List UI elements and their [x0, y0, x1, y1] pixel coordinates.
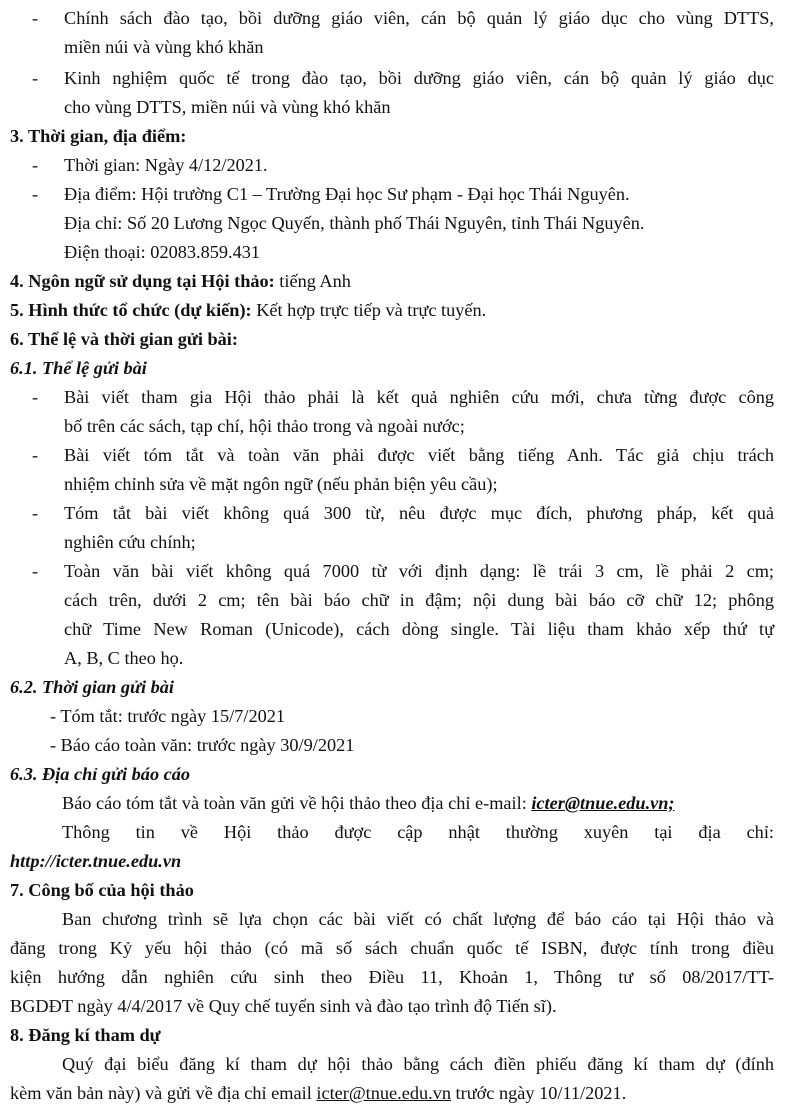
- website-link[interactable]: http://icter.tnue.edu.vn: [10, 851, 182, 871]
- rule-item: - Toàn văn bài viết không quá 7000 từ với định dạng: lề trái 3 cm, lề phải 2 cm; cách trên, dưới 2 cm; tên bài báo chữ in đậm; nội dung bài báo cỡ chữ 12; phông chữ Time New Roman (Unicode), cách dòng single. Tài liệu tham khảo xếp thứ tự A, B, C theo họ.: [32, 561, 774, 668]
- rule-item: - Bài viết tham gia Hội thảo phải là kết quả nghiên cứu mới, chưa từng được công bố trên các sách, tạp chí, hội thảo trong và ngoài nước;: [32, 387, 774, 436]
- rule-item: - Bài viết tóm tắt và toàn văn phải được viết bằng tiếng Anh. Tác giả chịu trách nhiệm chỉnh sửa về mặt ngôn ngữ (nếu phản biện yêu cầu);: [32, 445, 774, 494]
- section-4: 4. Ngôn ngữ sử dụng tại Hội thảo: tiếng Anh: [10, 271, 351, 291]
- info-text: Thông tin về Hội thảo được cập nhật thường xuyên tại địa chỉ:: [62, 822, 774, 842]
- section-6-heading: 6. Thể lệ và thời gian gửi bài:: [10, 329, 238, 349]
- section-6-3-heading: 6.3. Địa chỉ gửi báo cáo: [10, 764, 191, 784]
- phone: Điện thoại: 02083.859.431: [64, 242, 260, 262]
- section-8-heading: 8. Đăng kí tham dự: [10, 1025, 161, 1045]
- list-item: - Chính sách đào tạo, bồi dưỡng giáo viên, cán bộ quản lý giáo dục cho vùng DTTS, miền núi và vùng khó khăn: [32, 8, 774, 57]
- list-item: - Kinh nghiệm quốc tế trong đào tạo, bồi dưỡng giáo viên, cán bộ quản lý giáo dục cho vùng DTTS, miền núi và vùng khó khăn: [32, 68, 774, 117]
- place-item: - Địa điểm: Hội trường C1 – Trường Đại học Sư phạm - Đại học Thái Nguyên. Địa chỉ: Số 20 Lương Ngọc Quyến, thành phố Thái Nguyên, tỉnh Thái Nguyên. Điện thoại: 02083.859.431: [10, 180, 774, 267]
- section-6-1-heading: 6.1. Thể lệ gửi bài: [10, 358, 147, 378]
- section-6-2-heading: 6.2. Thời gian gửi bài: [10, 677, 174, 697]
- section-3-heading: 3. Thời gian, địa điểm:: [10, 126, 187, 146]
- section-5: 5. Hình thức tổ chức (dự kiến): Kết hợp trực tiếp và trực tuyến.: [10, 300, 487, 320]
- address: Địa chỉ: Số 20 Lương Ngọc Quyến, thành phố Thái Nguyên, tỉnh Thái Nguyên.: [64, 213, 645, 233]
- section-7-heading: 7. Công bố của hội thảo: [10, 880, 194, 900]
- time-item: - Thời gian: Ngày 4/12/2021.: [32, 155, 268, 175]
- email-link[interactable]: icter@tnue.edu.vn;: [531, 793, 675, 813]
- send-address: Báo cáo tóm tắt và toàn văn gửi về hội thảo theo địa chỉ e-mail: icter@tnue.edu.vn;: [62, 793, 675, 813]
- fullpaper-deadline: - Báo cáo toàn văn: trước ngày 30/9/2021: [50, 735, 355, 755]
- document-page: - Chính sách đào tạo, bồi dưỡng giáo viên, cán bộ quản lý giáo dục cho vùng DTTS, miền núi và vùng khó khăn - Kinh nghiệm quốc tế trong đào tạo, bồi dưỡng giáo viên, cán bộ quản lý giáo dục cho vùng DTTS, miền núi và vùng khó khăn 3. Thời gian, địa điểm: - Thời gian: Ngày 4/12/2021. - Địa điểm: Hội trường C1 – Trường Đại học Sư phạm - Đại học Thái Nguyên. Địa chỉ: Số 20 Lương Ngọc Quyến, thành phố Thái Nguyên, tỉnh Thái Nguyên. Điện thoại: 02083.859.431 4. Ngôn ngữ sử dụng tại Hội thảo: tiếng Anh 5. Hình thức tổ chức (dự kiến): Kết hợp trực tiếp và trực tuyến. 6. Thể lệ và thời gian gửi bài: 6.1. Thể lệ gửi bài - Bài viết tham gia Hội thảo phải là kết quả nghiên cứu mới, chưa từng được công bố trên các sách, tạp chí, hội thảo trong và ngoài nước; - Bài viết tóm tắt và toàn văn phải được viết bằng tiếng Anh. Tác giả chịu trách nhiệm chỉnh sửa về mặt ngôn ngữ (nếu phản biện yêu cầu); - Tóm tắt bài viết không quá 300 từ, nêu được mục đích, phương pháp, kết quả nghiên cứu chính; - Toàn văn bài viết không quá 7000 từ với định dạng: lề trái 3 cm, lề phải 2 cm; cách trên, dưới 2 cm; tên bài báo chữ in đậm; nội dung bài báo cỡ chữ 12; phông chữ Time New Roman (Unicode), cách dòng single. Tài liệu tham khảo xếp thứ tự A, B, C theo họ. 6.2. Thời gian gửi bài - Tóm tắt: trước ngày 15/7/2021 - Báo cáo toàn văn: trước ngày 30/9/2021 6.3. Địa chỉ gửi báo cáo Báo cáo tóm tắt và toàn văn gửi về hội thảo theo địa chỉ e-mail: icter@tnue.edu.vn; Thông tin về Hội thảo được cập nhật thường xuyên tại địa chỉ: http://icter.tnue.edu.vn 7. Công bố của hội thảo Ban chương trình sẽ lựa chọn các bài viết có chất lượng để báo cáo tại Hội thảo và đăng trong Kỷ yếu hội thảo (có mã số sách chuẩn quốc tế ISBN, được tính trong điều kiện hướng dẫn nghiên cứu sinh theo Điều 11, Khoản 1, Thông tư số 08/2017/TT- BGDĐT ngày 4/4/2017 về Quy chế tuyển sinh và đào tạo trình độ Tiến sĩ). 8. Đăng kí tham dự Quý đại biểu đăng kí tham dự hội thảo bằng cách điền phiếu đăng kí tham dự (đính kèm văn bản này) và gửi về địa chỉ email icter@tnue.edu.vn trước ngày 10/11/2021.: [0, 0, 800, 1103]
- abstract-deadline: - Tóm tắt: trước ngày 15/7/2021: [50, 706, 286, 726]
- email-link[interactable]: icter@tnue.edu.vn: [316, 1083, 451, 1103]
- rule-item: - Tóm tắt bài viết không quá 300 từ, nêu được mục đích, phương pháp, kết quả nghiên cứu chính;: [32, 503, 774, 552]
- registration-line: kèm văn bản này) và gửi về địa chỉ email icter@tnue.edu.vn trước ngày 10/11/2021.: [10, 1083, 627, 1103]
